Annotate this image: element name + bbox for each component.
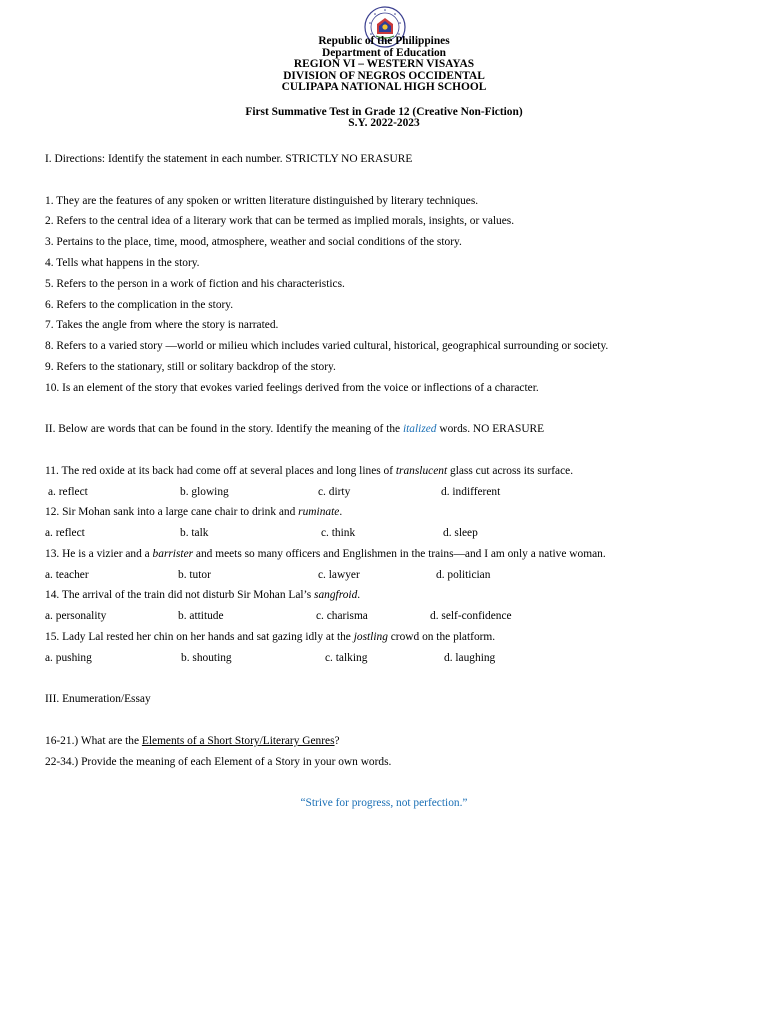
- question-text: 11. The red oxide at its back had come off at several places and long lines of: [45, 465, 396, 477]
- answer-choice: a. personality: [45, 610, 107, 622]
- answer-choice: a. reflect: [45, 527, 85, 539]
- part1-item: 9. Refers to the stationary, still or solitary backdrop of the story.: [45, 361, 336, 373]
- answer-choice: a. reflect: [48, 486, 88, 498]
- answer-choice: d. self-confidence: [430, 610, 512, 622]
- question-text: and meets so many officers and Englishmen in the trains—and I am only a native woman.: [193, 548, 606, 560]
- answer-choice: b. talk: [180, 527, 209, 539]
- answer-choice: d. sleep: [443, 527, 478, 539]
- part2-directions-text: words. NO ERASURE: [436, 423, 545, 435]
- answer-choice: d. politician: [436, 569, 491, 581]
- answer-choice: d. indifferent: [441, 486, 501, 498]
- part1-item: 6. Refers to the complication in the story.: [45, 299, 234, 311]
- part1-item: 7. Takes the angle from where the story is narrated.: [45, 319, 279, 331]
- part3-title: III. Enumeration/Essay: [45, 693, 151, 705]
- question-text: .: [339, 506, 343, 518]
- part1-item: 3. Pertains to the place, time, mood, atmosphere, weather and social conditions of the story.: [45, 236, 462, 248]
- question-text: glass cut across its surface.: [447, 465, 574, 477]
- question-text: .: [357, 589, 361, 601]
- answer-choice: a. pushing: [45, 652, 92, 664]
- header-department: Department of Education: [321, 47, 447, 59]
- answer-choice: a. teacher: [45, 569, 89, 581]
- answer-choice: c. lawyer: [318, 569, 360, 581]
- part1-item: 5. Refers to the person in a work of fiction and his characteristics.: [45, 278, 345, 290]
- part3-question-2: 22-34.) Provide the meaning of each Element of a Story in your own words.: [45, 756, 392, 768]
- part1-item: 4. Tells what happens in the story.: [45, 257, 200, 269]
- part2-question: [45, 465, 573, 477]
- question-text: 16-21.) What are the: [45, 735, 142, 747]
- part3-question-1: [45, 735, 340, 747]
- question-text: 14. The arrival of the train did not disturb Sir Mohan Lal’s: [45, 589, 315, 601]
- part2-question: [45, 631, 495, 643]
- question-text: ?: [334, 735, 340, 747]
- answer-choice: c. talking: [325, 652, 368, 664]
- answer-choice: b. glowing: [180, 486, 229, 498]
- question-target-word: ruminate: [298, 506, 340, 518]
- question-target-word: sangfroid: [314, 589, 358, 601]
- question-text: 15. Lady Lal rested her chin on her hands and sat gazing idly at the: [45, 631, 354, 643]
- question-target-word: jostling: [353, 631, 388, 643]
- answer-choice: b. attitude: [178, 610, 224, 622]
- answer-choice: b. shouting: [181, 652, 232, 664]
- part1-item: 10. Is an element of the story that evokes varied feelings derived from the voice or inflections of a character.: [45, 382, 539, 394]
- question-target-word: barrister: [152, 548, 194, 560]
- question-text: crowd on the platform.: [387, 631, 496, 643]
- part2-directions-text: II. Below are words that can be found in the story. Identify the meaning of the: [45, 423, 403, 435]
- part1-item: 8. Refers to a varied story —world or milieu which includes varied cultural, historical, geographical surrounding or society.: [45, 340, 609, 352]
- part2-question: [45, 548, 606, 560]
- question-underlined-text: Elements of a Short Story/Literary Genres: [141, 735, 335, 747]
- question-text: 13. He is a vizier and a: [45, 548, 153, 560]
- part2-question: [45, 506, 342, 518]
- part1-directions: I. Directions: Identify the statement in each number. STRICTLY NO ERASURE: [45, 153, 413, 165]
- question-target-word: translucent: [395, 465, 448, 477]
- test-title: First Summative Test in Grade 12 (Creative Non-Fiction): [245, 106, 523, 118]
- question-text: 12. Sir Mohan sank into a large cane chair to drink and: [45, 506, 299, 518]
- header-republic: Republic of the Philippines: [318, 35, 450, 47]
- part1-item: 2. Refers to the central idea of a literary work that can be termed as implied morals, insights, or values.: [45, 215, 515, 227]
- part2-question: [45, 589, 360, 601]
- part2-directions: [45, 423, 544, 435]
- answer-choice: b. tutor: [178, 569, 211, 581]
- header-division: DIVISION OF NEGROS OCCIDENTAL: [283, 70, 485, 82]
- closing-quote: “Strive for progress, not perfection.”: [300, 797, 468, 809]
- answer-choice: c. think: [321, 527, 356, 539]
- answer-choice: c. charisma: [316, 610, 368, 622]
- school-year: S.Y. 2022-2023: [348, 117, 420, 129]
- header-school: CULIPAPA NATIONAL HIGH SCHOOL: [281, 81, 487, 93]
- answer-choice: c. dirty: [318, 486, 351, 498]
- part1-item: 1. They are the features of any spoken or written literature distinguished by literary techniques.: [45, 195, 479, 207]
- part2-directions-italic-word: italized: [402, 423, 437, 435]
- header-region: REGION VI – WESTERN VISAYAS: [293, 58, 475, 70]
- answer-choice: d. laughing: [444, 652, 496, 664]
